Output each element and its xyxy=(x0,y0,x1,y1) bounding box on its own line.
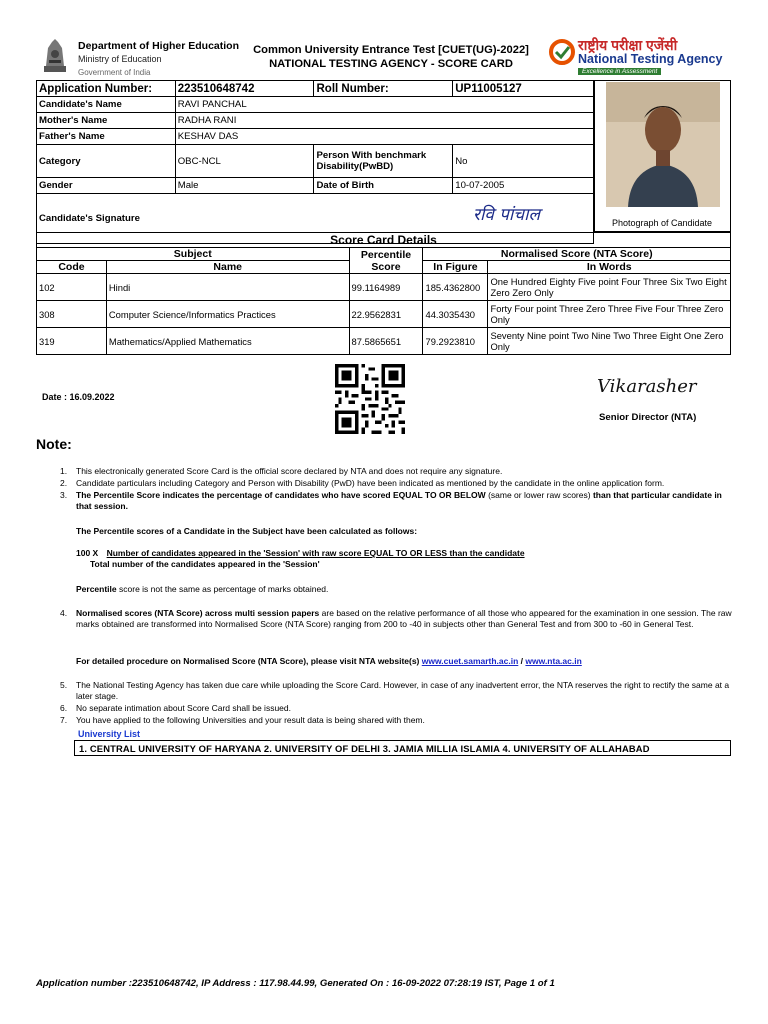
father-name-label: Father's Name xyxy=(37,129,176,145)
document-title xyxy=(238,43,544,71)
formula-numerator: Number of candidates appeared in the 'Session' with raw score EQUAL TO OR LESS than the candidate xyxy=(106,548,525,558)
father-name-value: KESHAV DAS xyxy=(175,129,593,145)
note-text: (same or lower raw scores) xyxy=(488,490,591,500)
signature-label: Candidate's Signature xyxy=(37,194,453,244)
dept-line2: Ministry of Education xyxy=(78,54,162,64)
director-signature: Vikarasher xyxy=(597,376,697,397)
percentile-formula xyxy=(76,548,732,570)
note-item-5: 5. The National Testing Agency has taken due care while uploading the Score Card. However, in case of any inadvertent error, the NTA reserves the right to rectify the same at a later stage. xyxy=(60,680,730,702)
pwbd-label: Person With benchmark Disability(PwBD) xyxy=(314,145,453,178)
nta-website-line xyxy=(76,656,732,667)
candidate-name-label: Candidate's Name xyxy=(37,97,176,113)
application-number-label: Application Number: xyxy=(37,81,176,97)
note-text: are based on the relative performance of all those who appeared for the examination in one session. The raw marks obtained are transformed into Normalised Score (NTA Score) ranging from 200 to -40 in subjects other than General Test and from 300 to -60 in General Test. xyxy=(76,608,732,630)
note-text: Percentile xyxy=(76,584,117,594)
roll-number-label: Roll Number: xyxy=(314,81,453,97)
score-card-table xyxy=(36,232,731,355)
note-text: No separate intimation about Score Card shall be issued. xyxy=(76,703,291,713)
percentile-score: 87.5865651 xyxy=(349,328,423,355)
dept-line3: Government of India xyxy=(78,68,151,77)
pwbd-value: No xyxy=(453,145,594,178)
formula-prefix: 100 X xyxy=(76,548,99,558)
national-emblem-icon xyxy=(40,36,70,76)
subject-header: Subject xyxy=(37,248,350,261)
note-text: score is not the same as percentage of marks obtained. xyxy=(119,584,329,594)
table-row xyxy=(37,328,731,355)
note-text: than that particular candidate in that session. xyxy=(76,490,722,512)
mother-name-value: RADHA RANI xyxy=(175,113,593,129)
qr-code-icon xyxy=(333,364,407,434)
percentile-calc-intro: The Percentile scores of a Candidate in the Subject have been calculated as follows: xyxy=(76,526,418,536)
nta-name-hindi: राष्ट्रीय परीक्षा एजेंसी xyxy=(578,37,678,53)
category-value: OBC-NCL xyxy=(175,145,314,178)
category-label: Category xyxy=(37,145,176,178)
page-footer: Application number :223510648742, IP Address : 117.98.44.99, Generated On : 16-09-2022 07:28:19 IST, Page 1 of 1 xyxy=(36,978,555,989)
nta-score-figure: 185.4362800 xyxy=(423,274,488,301)
note-item-2: 2. Candidate particulars including Category and Person with Disability (PwD) have been indicated as mentioned by the candidate in the online application form. xyxy=(60,478,665,488)
gender-value: Male xyxy=(175,178,314,194)
dept-line1: Department of Higher Education xyxy=(78,40,240,52)
subject-code: 102 xyxy=(37,274,107,301)
person-photo-icon xyxy=(606,82,720,207)
nta-score-words: One Hundred Eighty Five point Four Three Six Two Eight Zero Zero Only xyxy=(488,274,731,301)
subject-name: Computer Science/Informatics Practices xyxy=(106,301,349,328)
photo-caption: Photograph of Candidate xyxy=(611,218,713,228)
percentile-score: 99.1164989 xyxy=(349,274,423,301)
percentile-score: 22.9562831 xyxy=(349,301,423,328)
formula-denominator: Total number of the candidates appeared in the 'Session' xyxy=(90,559,320,570)
nta-score-words: Seventy Nine point Two Nine Two Three Eight One Zero Only xyxy=(488,328,731,355)
director-designation: Senior Director (NTA) xyxy=(599,412,697,423)
candidate-photo xyxy=(606,82,720,207)
note-text: This electronically generated Score Card is the official score declared by NTA and does not require any signature. xyxy=(76,466,503,476)
note-item-1: 1. This electronically generated Score Card is the official score declared by NTA and does not require any signature. xyxy=(60,466,503,476)
candidate-signature: रवि पांचाल xyxy=(473,205,540,225)
title-line1: Common University Entrance Test [CUET(UG)-2022] xyxy=(253,44,529,56)
note-text: The Percentile Score indicates the percentage of candidates who have scored EQUAL TO OR BELOW xyxy=(76,490,486,500)
mother-name-label: Mother's Name xyxy=(37,113,176,129)
title-line2: NATIONAL TESTING AGENCY - SCORE CARD xyxy=(269,58,513,70)
note-text: Candidate particulars including Category and Person with Disability (PwD) have been indicated as mentioned by the candidate in the online application form. xyxy=(76,478,665,488)
gender-label: Gender xyxy=(37,178,176,194)
subject-code: 319 xyxy=(37,328,107,355)
note-text: Normalised scores (NTA Score) across multi session papers xyxy=(76,608,320,618)
nta-score-figure: 44.3035430 xyxy=(423,301,488,328)
percentile-header: Percentile Score xyxy=(349,248,423,274)
link-separator: / xyxy=(520,656,524,666)
note-item-7: 7. You have applied to the following Universities and your result data is being shared with them. xyxy=(60,715,425,725)
department-block xyxy=(78,40,239,79)
note-item-3: 3. The Percentile Score indicates the percentage of candidates who have scored EQUAL TO OR BELOW (same or lower raw scores) than that particular candidate in that session. xyxy=(60,490,722,512)
university-list: 1. CENTRAL UNIVERSITY OF HARYANA 2. UNIVERSITY OF DELHI 3. JAMIA MILLIA ISLAMIA 4. UNIVERSITY OF ALLAHABAD xyxy=(74,740,731,756)
in-figure-header: In Figure xyxy=(423,261,488,274)
nta-logo-icon xyxy=(548,38,576,66)
subject-name: Mathematics/Applied Mathematics xyxy=(106,328,349,355)
subject-name: Hindi xyxy=(106,274,349,301)
nta-name-english: National Testing Agency xyxy=(578,52,723,66)
note-item-4: 4. Normalised scores (NTA Score) across multi session papers are based on the relative performance of all those who appeared for the examination in one session. The raw marks obtained are transformed into Normalised Score (NTA Score) ranging from 200 to -40 in subjects other than General Test and from 300 to -60 in General Test. xyxy=(60,608,732,630)
note-heading: Note: xyxy=(36,436,72,452)
dob-label: Date of Birth xyxy=(314,178,453,194)
name-header: Name xyxy=(106,261,349,274)
note-text: You have applied to the following Universities and your result data is being shared with them. xyxy=(76,715,425,725)
score-card-title: Score Card Details xyxy=(37,233,731,248)
cuet-website-link[interactable]: www.cuet.samarth.ac.in xyxy=(421,656,519,666)
candidate-name-value: RAVI PANCHAL xyxy=(175,97,593,113)
nta-score-words: Forty Four point Three Zero Three Five Four Three Zero Only xyxy=(488,301,731,328)
note-text: For detailed procedure on Normalised Score (NTA Score), please visit NTA website(s) xyxy=(76,656,420,666)
in-words-header: In Words xyxy=(488,261,731,274)
note-item-6: 6. No separate intimation about Score Card shall be issued. xyxy=(60,703,291,713)
table-row xyxy=(37,274,731,301)
university-list-label: University List xyxy=(78,729,141,739)
note-text: The National Testing Agency has taken due care while uploading the Score Card. However, in case of any inadvertent error, the NTA reserves the right to rectify the same at a later stage. xyxy=(76,680,730,702)
nta-website-link[interactable]: www.nta.ac.in xyxy=(525,656,582,666)
issue-date: Date : 16.09.2022 xyxy=(42,392,115,402)
dob-value: 10-07-2005 xyxy=(453,178,594,194)
nta-score-figure: 79.2923810 xyxy=(423,328,488,355)
application-number-value: 223510648742 xyxy=(175,81,314,97)
percentile-disclaimer xyxy=(76,584,732,595)
roll-number-value: UP11005127 xyxy=(453,81,594,97)
normalised-header: Normalised Score (NTA Score) xyxy=(423,248,731,261)
code-header: Code xyxy=(37,261,107,274)
table-row xyxy=(37,301,731,328)
nta-tagline: Excellence in Assessment xyxy=(578,68,661,75)
subject-code: 308 xyxy=(37,301,107,328)
